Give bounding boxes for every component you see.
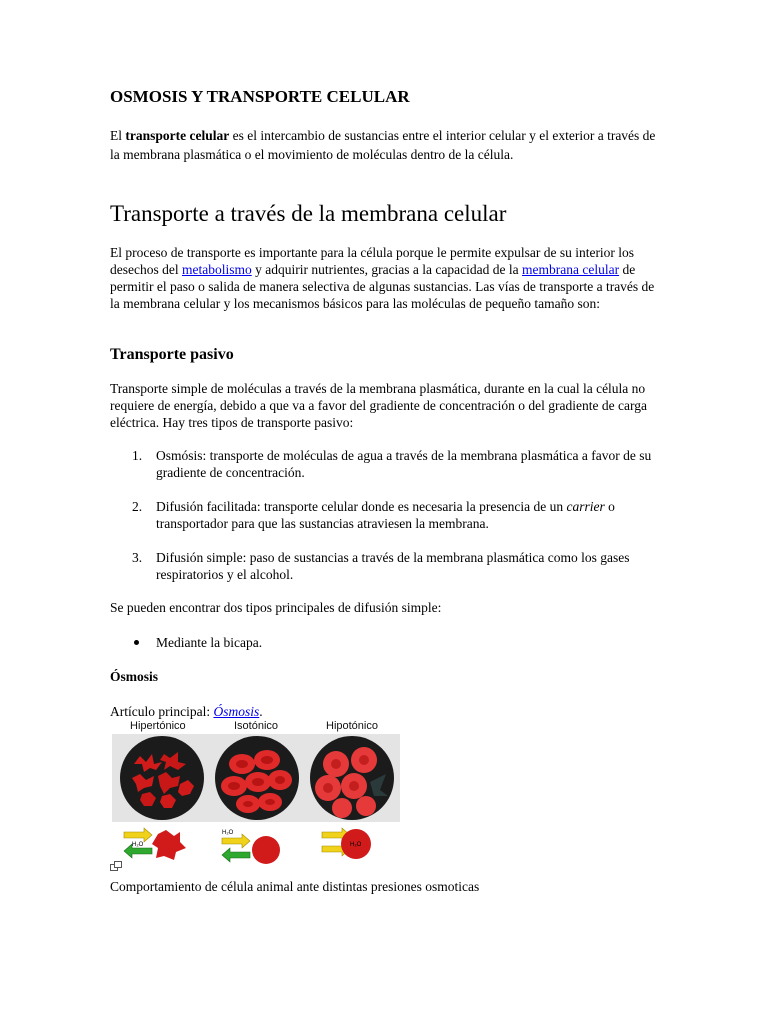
isotonic-cells bbox=[215, 736, 299, 820]
list-item bbox=[110, 549, 662, 583]
section-heading-pasivo: Transporte pasivo bbox=[110, 346, 234, 363]
intro-prefix: El bbox=[110, 128, 126, 143]
link-membrana-celular[interactable]: membrana celular bbox=[522, 262, 620, 277]
bullet-list bbox=[110, 634, 262, 651]
water-label: H₂O bbox=[132, 842, 144, 848]
hypertonic-flow bbox=[124, 828, 186, 860]
isotonic-flow bbox=[222, 830, 280, 864]
bullet-text: Mediante la bicapa. bbox=[156, 635, 263, 650]
link-metabolismo[interactable]: metabolismo bbox=[181, 262, 252, 277]
transport-text-3: de permitir el paso o salida de manera selectiva de algunas sustancias. Las vías de transporte a través de la membrana celular y los mecanismos básicos para las moléculas de pequeño tamaño son: bbox=[110, 262, 655, 311]
list-number: 1. bbox=[132, 448, 143, 463]
list-item-text: Difusión facilitada: transporte celular donde es necesaria la presencia de un bbox=[156, 499, 567, 514]
main-article-suffix: . bbox=[259, 704, 263, 719]
bullet-icon bbox=[134, 640, 139, 645]
water-flow-diagrams bbox=[110, 824, 400, 864]
list-item bbox=[110, 634, 262, 651]
cells-panel bbox=[112, 734, 400, 822]
list-item-text: o transportador para que las sustancias atraviesen la membrana. bbox=[156, 499, 615, 531]
list-item bbox=[110, 447, 662, 481]
transport-text-1: El proceso de transporte es importante para la célula porque le permite expulsar de su interior los desechos del bbox=[110, 245, 635, 277]
hypotonic-flow bbox=[322, 828, 371, 859]
cells-illustration bbox=[112, 734, 400, 822]
intro-bold-term: transporte celular bbox=[125, 128, 230, 143]
list-item-text: Difusión simple: paso de sustancias a través de la membrana plasmática como los gases respiratorios y el alcohol. bbox=[156, 550, 630, 582]
label-hipertonico: Hipertónico bbox=[130, 720, 186, 732]
transport-types-list bbox=[110, 447, 662, 600]
italic-term: carrier bbox=[566, 499, 605, 514]
document-title: OSMOSIS Y TRANSPORTE CELULAR bbox=[110, 87, 410, 106]
osmosis-figure bbox=[110, 716, 400, 864]
intro-rest: es el intercambio de sustancias entre el interior celular y el exterior a través de la membrana plasmática o el movimiento de moléculas dentro de la célula. bbox=[110, 128, 656, 162]
transport-text-2: y adquirir nutrientes, gracias a la capacidad de la bbox=[251, 262, 522, 277]
section-heading-transport: Transporte a través de la membrana celular bbox=[110, 201, 507, 226]
label-hipotonico: Hipotónico bbox=[326, 720, 378, 732]
hypertonic-cells bbox=[120, 736, 204, 820]
link-osmosis[interactable]: Ósmosis bbox=[213, 704, 260, 719]
enlarge-image-icon[interactable] bbox=[110, 861, 122, 871]
hypotonic-cells bbox=[310, 736, 394, 820]
list-number: 3. bbox=[132, 550, 143, 565]
label-isotonico: Isotónico bbox=[234, 720, 279, 732]
intro-paragraph bbox=[110, 126, 662, 164]
pasivo-paragraph: Transporte simple de moléculas a través de la membrana plasmática, durante en la cual la célula no requiere de energía, debido a que va a favor del gradiente de concentración o del gradiente de carga eléctrica. Hay tres tipos de transporte pasivo: bbox=[110, 381, 647, 430]
section-heading-osmosis: Ósmosis bbox=[110, 669, 159, 684]
water-label: H₂O bbox=[350, 842, 362, 848]
list-number: 2. bbox=[132, 499, 143, 514]
water-label: H₂O bbox=[222, 830, 234, 836]
list-item-text: Osmósis: transporte de moléculas de agua a través de la membrana plasmática a favor de su gradiente de concentración. bbox=[156, 448, 652, 480]
simple-diffusion-paragraph: Se pueden encontrar dos tipos principales de difusión simple: bbox=[110, 600, 442, 615]
main-article-prefix: Artículo principal: bbox=[110, 704, 214, 719]
transport-paragraph bbox=[110, 244, 662, 312]
list-item bbox=[110, 498, 662, 532]
water-flow-illustration bbox=[110, 824, 400, 864]
figure-caption: Comportamiento de célula animal ante distintas presiones osmoticas bbox=[110, 879, 480, 894]
